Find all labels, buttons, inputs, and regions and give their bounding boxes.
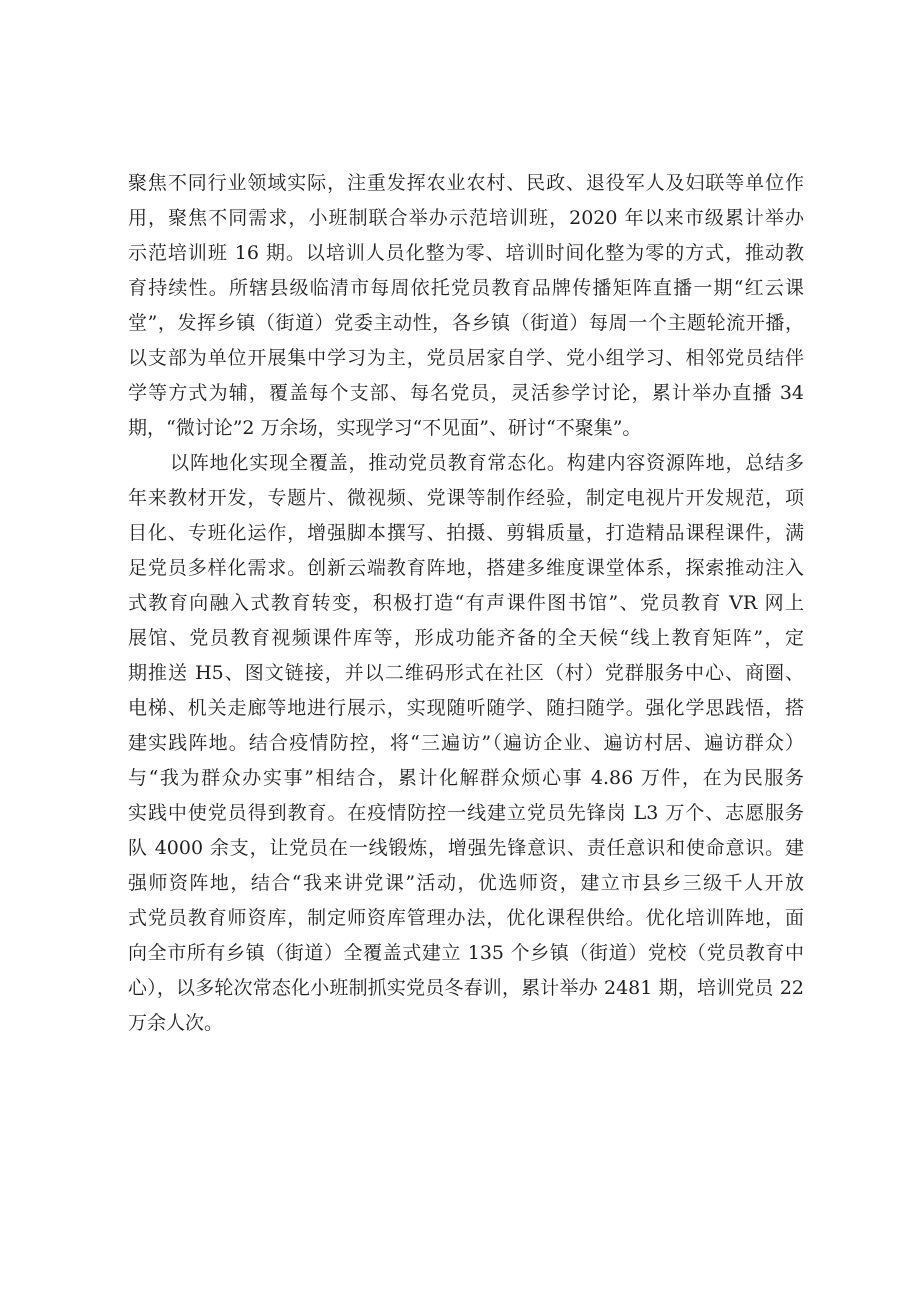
text-line: 期，“微讨论”2 万余场，实现学习“不见面”、研讨“不聚集”。 <box>128 417 642 439</box>
text-line: 以支部为单位开展集中学习为主，党员居家自学、党小组学习、相邻党员结伴 <box>128 347 804 369</box>
text-line: 学等方式为辅，覆盖每个支部、每名党员，灵活参学讨论，累计举办直播 34 <box>128 382 804 404</box>
text-line: 万余人次。 <box>128 1012 224 1034</box>
text-line: 以阵地化实现全覆盖，推动党员教育常态化。构建内容资源阵地，总结多 <box>170 452 804 474</box>
text-line: 足党员多样化需求。创新云端教育阵地，搭建多维度课堂体系，探索推动注入 <box>128 557 804 579</box>
text-line: 目化、专班化运作，增强脚本撰写、拍摄、剪辑质量，打造精品课程课件，满 <box>128 522 804 544</box>
text-line: 电梯、机关走廊等地进行展示，实现随听随学、随扫随学。强化学思践悟，搭 <box>128 697 804 719</box>
text-line: 队 4000 余支，让党员在一线锻炼，增强先锋意识、责任意识和使命意识。建 <box>128 837 804 859</box>
text-line: 实践中使党员得到教育。在疫情防控一线建立党员先锋岗 L3 万个、志愿服务 <box>128 802 804 824</box>
text-line: 与“我为群众办实事”相结合，累计化解群众烦心事 4.86 万件，在为民服务 <box>128 767 804 789</box>
text-line: 向全市所有乡镇（街道）全覆盖式建立 135 个乡镇（街道）党校（党员教育中 <box>128 942 804 964</box>
text-line: 示范培训班 16 期。以培训人员化整为零、培训时间化整为零的方式，推动教 <box>128 242 804 264</box>
text-line: 式党员教育师资库，制定师资库管理办法，优化课程供给。优化培训阵地，面 <box>128 907 804 929</box>
text-line: 年来教材开发，专题片、微视频、党课等制作经验，制定电视片开发规范，项 <box>128 487 804 509</box>
paragraph-1 <box>128 166 804 446</box>
text-line: 聚焦不同行业领域实际，注重发挥农业农村、民政、退役军人及妇联等单位作 <box>128 172 804 194</box>
text-line: 展馆、党员教育视频课件库等，形成功能齐备的全天候“线上教育矩阵”，定 <box>128 627 804 649</box>
text-line: 育持续性。所辖县级临清市每周依托党员教育品牌传播矩阵直播一期“红云课 <box>128 277 804 299</box>
document-body <box>128 166 804 1041</box>
text-line: 强师资阵地，结合“我来讲党课”活动，优选师资，建立市县乡三级千人开放 <box>128 872 804 894</box>
text-line: 期推送 H5、图文链接，并以二维码形式在社区（村）党群服务中心、商圈、 <box>128 662 804 684</box>
text-line: 式教育向融入式教育转变，积极打造“有声课件图书馆”、党员教育 VR 网上 <box>128 592 804 614</box>
text-line: 堂”，发挥乡镇（街道）党委主动性，各乡镇（街道）每周一个主题轮流开播， <box>128 312 804 334</box>
text-line: 建实践阵地。结合疫情防控，将“三遍访”（遍访企业、遍访村居、遍访群众） <box>128 732 804 754</box>
paragraph-2 <box>128 446 804 1041</box>
text-line: 用，聚焦不同需求，小班制联合举办示范培训班，2020 年以来市级累计举办 <box>128 207 804 229</box>
text-line: 心），以多轮次常态化小班制抓实党员冬春训，累计举办 2481 期，培训党员 22 <box>128 977 804 999</box>
